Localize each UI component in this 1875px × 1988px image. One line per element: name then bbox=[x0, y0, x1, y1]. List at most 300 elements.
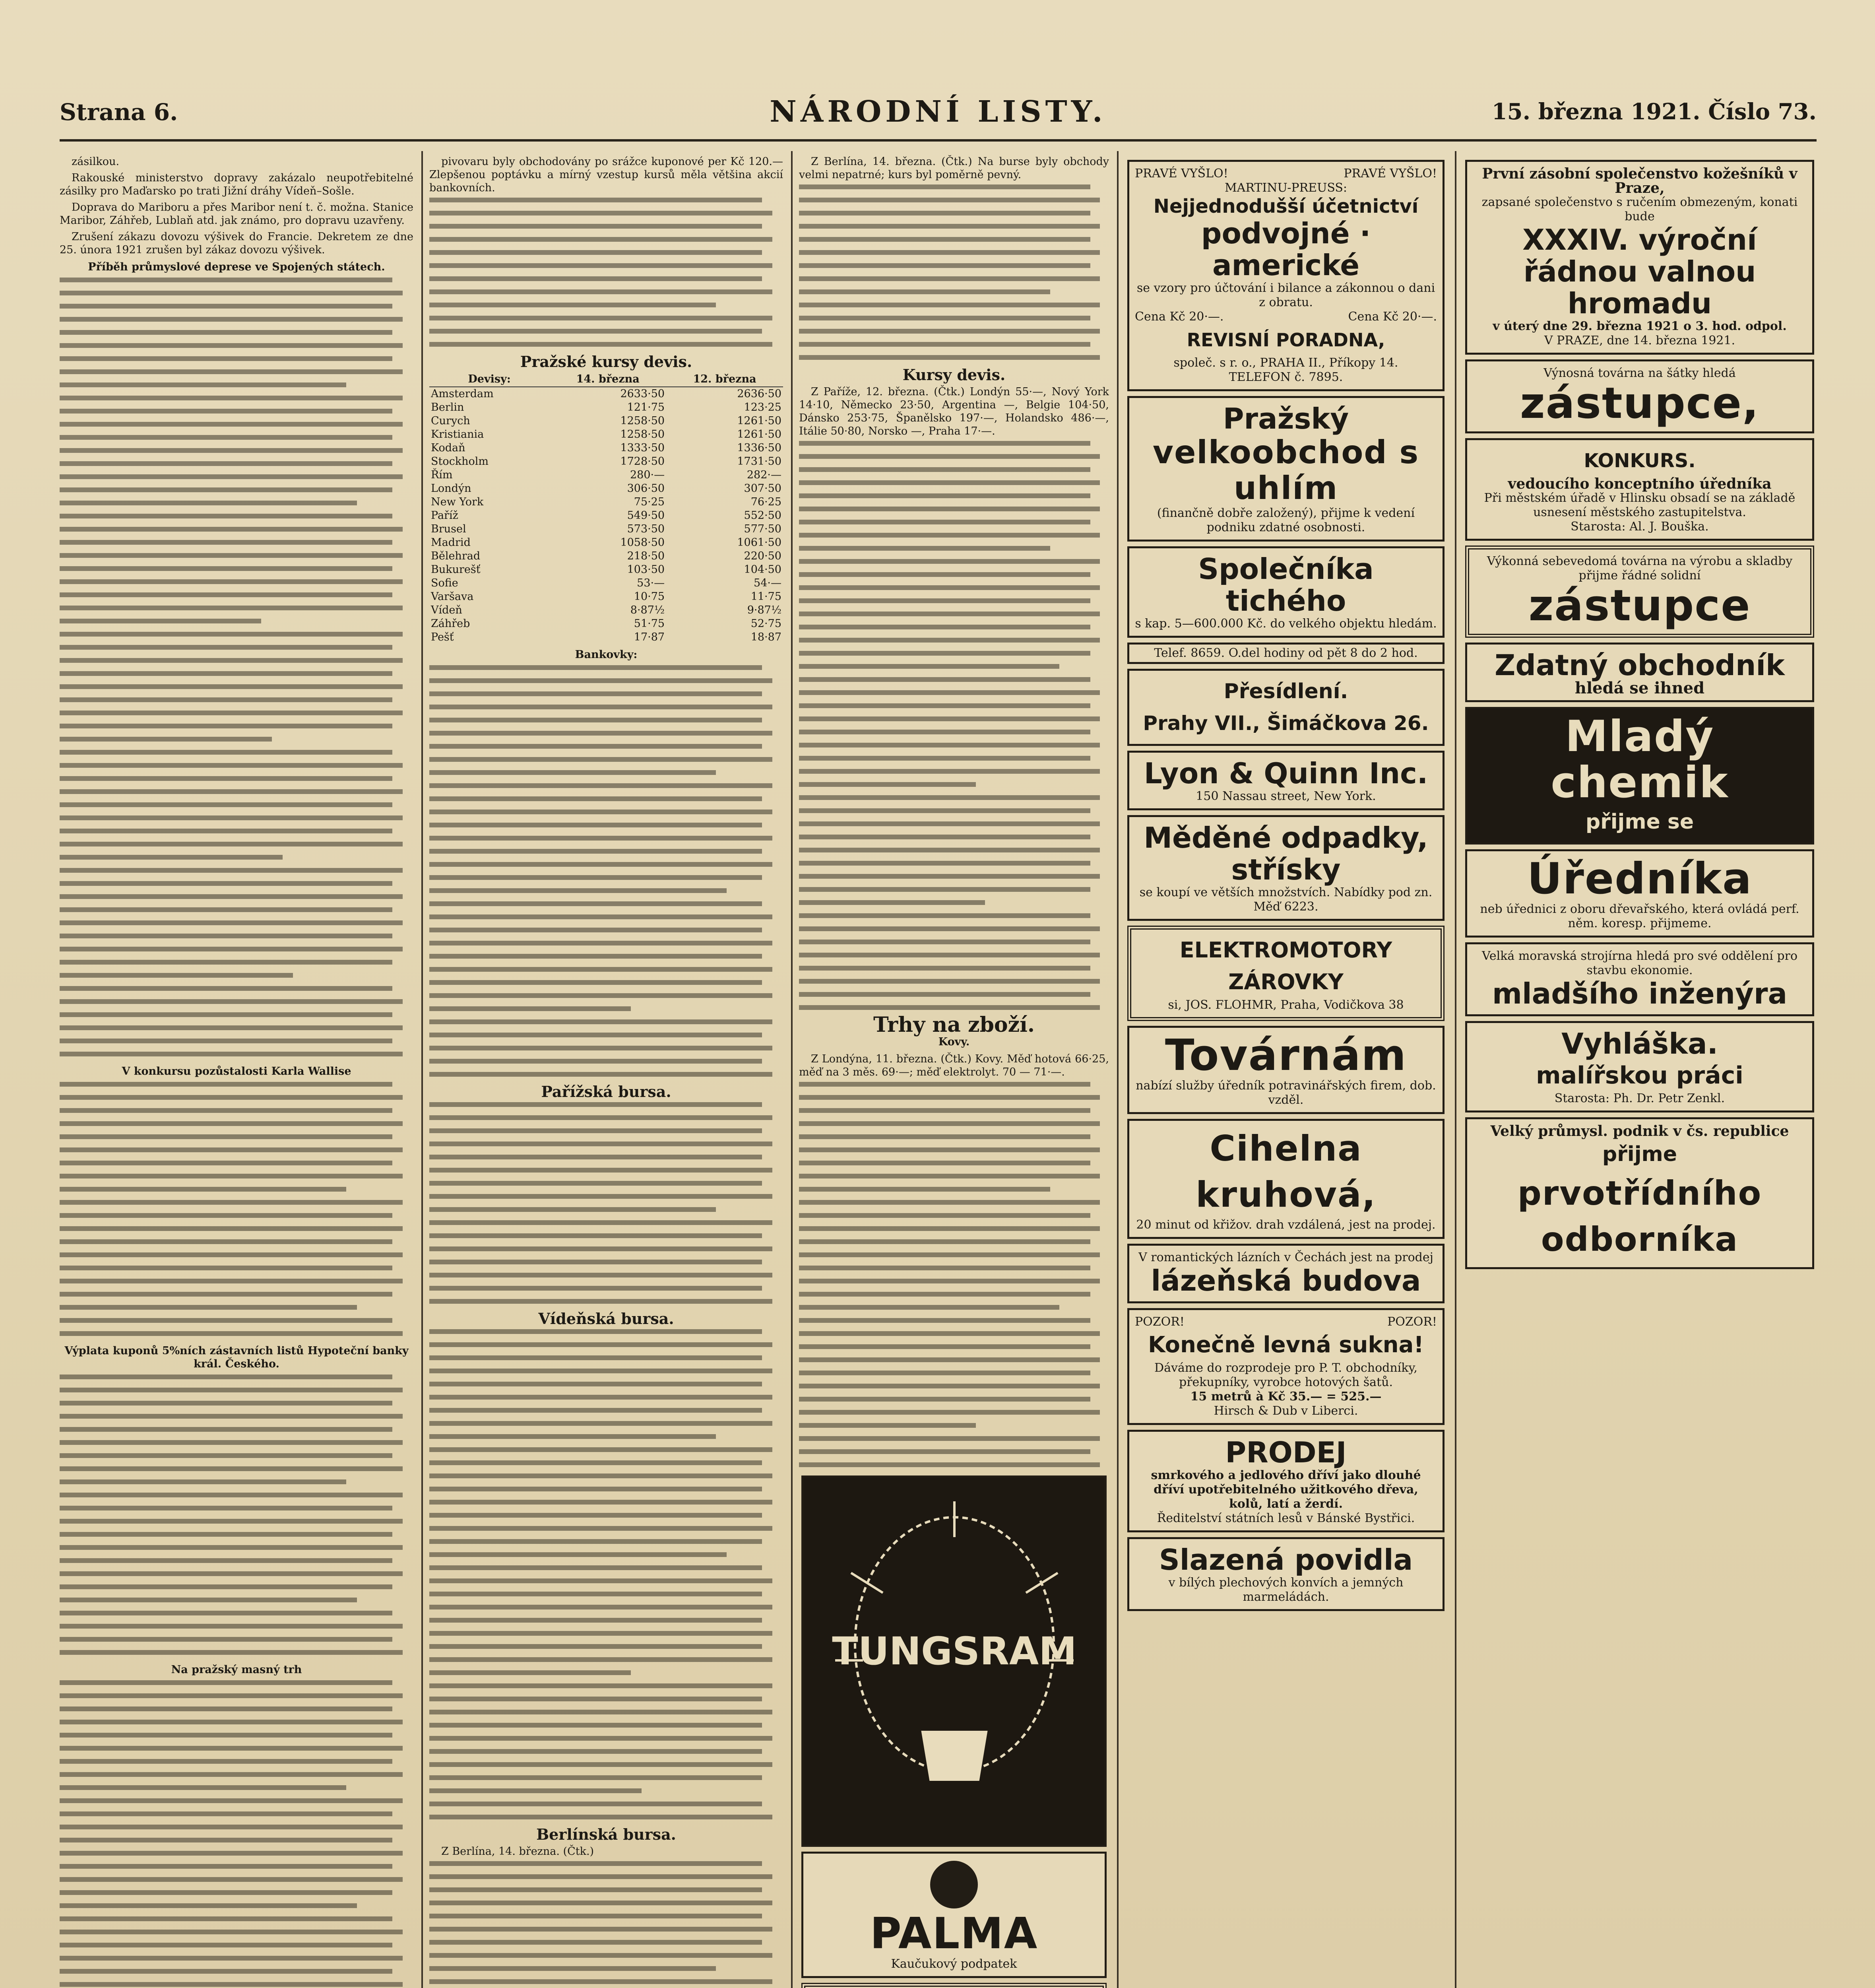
ad-text: Při městském úřadě v Hlinsku obsadí se na základě usnesení městského zastupitelstva. bbox=[1484, 491, 1796, 519]
text-line bbox=[60, 1798, 403, 1803]
text-line bbox=[429, 928, 762, 932]
text-line bbox=[60, 711, 403, 715]
text-line bbox=[429, 1683, 772, 1688]
ad-phone: TELEFON č. 7895. bbox=[1229, 370, 1343, 384]
ad-author: MARTINU-PREUSS: bbox=[1224, 181, 1348, 195]
article-body bbox=[429, 1861, 783, 1988]
text-line bbox=[799, 677, 1090, 682]
text-line bbox=[60, 1388, 403, 1392]
text-line bbox=[60, 697, 392, 702]
text-line bbox=[429, 875, 762, 880]
text-line bbox=[60, 1558, 392, 1563]
text-line bbox=[60, 1414, 403, 1419]
chemik-ad bbox=[1465, 707, 1814, 845]
text-line bbox=[60, 1811, 392, 1816]
ad-text: neb úřednici z oboru dřevařského, která ovládá perf. něm. koresp. přijmeme. bbox=[1480, 902, 1799, 930]
text-line bbox=[60, 1279, 403, 1283]
currency-cell: Záhřeb bbox=[431, 617, 470, 630]
tungsram-lamp-illustration bbox=[803, 1477, 1105, 1831]
ad-corner-label: PRAVÉ VYŠLO! bbox=[1344, 167, 1437, 181]
text-line bbox=[799, 572, 1090, 577]
text-line bbox=[429, 1815, 772, 1819]
text-line bbox=[60, 829, 392, 833]
text-line bbox=[799, 289, 1050, 294]
text-line bbox=[799, 1305, 1059, 1310]
text-line bbox=[429, 862, 772, 867]
text-line bbox=[429, 1578, 772, 1583]
article-paragraph: zásilkou. bbox=[72, 155, 120, 168]
text-line bbox=[799, 533, 1100, 538]
text-line bbox=[429, 237, 772, 242]
text-line bbox=[60, 1121, 403, 1126]
text-line bbox=[799, 1239, 1090, 1244]
ad-text: smrkového a jedlového dříví jako dlouhé dříví upotřebitelného užitkového dřeva, kolů, latí a žerdí. bbox=[1151, 1468, 1421, 1511]
ad-text: Výkonná sebevedomá továrna na výrobu a skladby přijme řádné solidní bbox=[1487, 554, 1793, 582]
rate-cell: 220·50 bbox=[744, 550, 781, 562]
rate-cell: 1061·50 bbox=[737, 536, 781, 549]
text-line bbox=[60, 1851, 403, 1856]
text-line bbox=[429, 1487, 762, 1491]
ad-headline: Měděné odpadky, střísky bbox=[1144, 821, 1428, 886]
text-line bbox=[429, 718, 762, 722]
text-line bbox=[429, 1861, 762, 1866]
currency-cell: Londýn bbox=[431, 482, 471, 495]
rate-cell: 1261·50 bbox=[737, 428, 781, 441]
text-line bbox=[429, 770, 716, 775]
text-line bbox=[799, 1344, 1090, 1349]
text-line bbox=[799, 690, 1100, 695]
text-line bbox=[799, 1213, 1090, 1218]
text-line bbox=[60, 461, 392, 466]
text-line bbox=[429, 1592, 762, 1596]
text-line bbox=[799, 966, 1090, 971]
text-line bbox=[429, 1953, 772, 1958]
table-header: 14. března bbox=[549, 372, 666, 387]
currency-cell: Amsterdam bbox=[431, 388, 494, 400]
ad-headline: zástupce, bbox=[1520, 379, 1760, 428]
text-line bbox=[799, 237, 1090, 242]
currency-cell: Kodaň bbox=[431, 442, 465, 454]
rate-cell: 552·50 bbox=[744, 509, 781, 522]
ad-title: Nejjednodušší účetnictví bbox=[1153, 195, 1419, 217]
ad-text: nabízí služby úředník potravinářských firem, dob. vzděl. bbox=[1136, 1079, 1436, 1107]
text-line bbox=[60, 1890, 392, 1895]
rate-cell: 1728·50 bbox=[620, 455, 665, 468]
rate-cell: 18·87 bbox=[750, 631, 781, 643]
text-line bbox=[60, 645, 392, 650]
text-line bbox=[60, 1292, 392, 1297]
text-line bbox=[429, 1631, 772, 1636]
odbornik-ad bbox=[1465, 1117, 1814, 1269]
text-line bbox=[799, 651, 1090, 656]
text-line bbox=[799, 913, 1090, 918]
text-line bbox=[60, 291, 403, 295]
text-line bbox=[799, 1174, 1100, 1178]
text-line bbox=[429, 198, 762, 202]
table-row bbox=[429, 563, 783, 577]
ad-address: společ. s r. o., PRAHA II., Příkopy 14. bbox=[1173, 356, 1398, 370]
text-line bbox=[429, 1128, 762, 1133]
sukna-ad bbox=[1127, 1308, 1445, 1425]
text-line bbox=[429, 1369, 772, 1373]
text-line bbox=[60, 1134, 392, 1139]
currency-cell: Sofie bbox=[431, 577, 458, 589]
text-line bbox=[429, 1565, 762, 1570]
text-line bbox=[429, 1220, 772, 1225]
text-line bbox=[429, 757, 772, 762]
text-line bbox=[60, 1401, 392, 1406]
text-line bbox=[60, 1598, 357, 1602]
text-line bbox=[60, 1331, 403, 1336]
rate-cell: 1258·50 bbox=[620, 428, 665, 441]
table-row bbox=[429, 590, 783, 604]
text-line bbox=[429, 1286, 762, 1291]
palma-title: PALMA bbox=[870, 1909, 1038, 1959]
text-line bbox=[429, 731, 772, 736]
text-line bbox=[799, 546, 1050, 551]
text-line bbox=[799, 1161, 1090, 1165]
text-line bbox=[429, 980, 762, 985]
rate-cell: 51·75 bbox=[634, 617, 665, 630]
ad-sign: Starosta: Ph. Dr. Petr Zenkl. bbox=[1554, 1091, 1725, 1105]
text-line bbox=[799, 979, 1100, 984]
text-line bbox=[60, 1785, 346, 1790]
text-line bbox=[799, 926, 1100, 931]
text-line bbox=[60, 1479, 346, 1484]
rate-cell: 1261·50 bbox=[737, 415, 781, 427]
text-line bbox=[60, 448, 403, 453]
palma-subtitle: Kaučukový podpatek bbox=[891, 1957, 1017, 1971]
text-line bbox=[429, 665, 762, 670]
text-line bbox=[60, 540, 392, 545]
ordinace-ad bbox=[1127, 643, 1445, 664]
table-row bbox=[429, 455, 783, 468]
palm-logo-icon bbox=[930, 1861, 978, 1908]
konkurs-ad bbox=[1465, 438, 1814, 541]
ad-text: zapsané společenstvo s ručením obmezeným, konati bude bbox=[1481, 195, 1798, 223]
text-line bbox=[60, 382, 346, 387]
cihelna-ad bbox=[1127, 1119, 1445, 1239]
ad-title: První zásobní společenstvo kožešníků v Praze, bbox=[1482, 165, 1797, 196]
text-line bbox=[60, 920, 403, 925]
ucetnictvi-ad bbox=[1127, 160, 1445, 391]
text-line bbox=[60, 1746, 403, 1751]
text-line bbox=[799, 184, 1090, 189]
text-line bbox=[799, 848, 1100, 852]
rate-cell: 1731·50 bbox=[737, 455, 781, 468]
text-line bbox=[60, 842, 403, 846]
text-line bbox=[429, 224, 762, 229]
text-line bbox=[799, 1318, 1090, 1323]
text-line bbox=[429, 250, 762, 255]
text-line bbox=[799, 756, 1090, 761]
table-row bbox=[429, 631, 783, 644]
text-line bbox=[799, 874, 1100, 879]
table-row bbox=[429, 414, 783, 428]
text-line bbox=[60, 1706, 392, 1711]
text-line bbox=[429, 303, 716, 307]
text-line bbox=[799, 441, 1090, 446]
text-line bbox=[799, 1423, 976, 1428]
tovarnam-ad bbox=[1127, 1026, 1445, 1114]
lazne-ad bbox=[1127, 1244, 1445, 1303]
article-paragraph: Z Londýna, 11. března. (Čtk.) Kovy. Měď hotová 66·25, měď na 3 měs. 69·—; měď elektrolyt. 70 — 71·—. bbox=[799, 1053, 1109, 1078]
ad-text: si, JOS. FLOHMR, Praha, Vodičkova 38 bbox=[1168, 998, 1404, 1012]
ad-price: Cena Kč 20·—. bbox=[1348, 310, 1437, 324]
text-line bbox=[429, 329, 762, 334]
column-rule bbox=[1455, 151, 1456, 1988]
text-line bbox=[60, 1427, 392, 1432]
text-line bbox=[429, 810, 772, 814]
ad-firm: Ředitelství státních lesů v Bánské Bystřici. bbox=[1157, 1511, 1415, 1525]
currency-cell: Kristiania bbox=[431, 428, 484, 441]
text-line bbox=[799, 1266, 1090, 1270]
text-line bbox=[799, 263, 1090, 268]
text-line bbox=[799, 520, 1090, 524]
text-line bbox=[799, 559, 1100, 564]
ad-text: se vzory pro účtování i bilance a zákonnou o dani z obratu. bbox=[1136, 281, 1435, 309]
text-line bbox=[429, 1168, 772, 1173]
table-row bbox=[429, 495, 783, 509]
ad-text: Výnosná továrna na šátky hledá bbox=[1543, 366, 1736, 380]
newspaper-title: NÁRODNÍ LISTY. bbox=[770, 95, 1107, 129]
text-line bbox=[799, 355, 1100, 360]
text-line bbox=[429, 1605, 772, 1609]
ad-title: Přesídlení. bbox=[1224, 679, 1348, 703]
text-line bbox=[60, 1161, 392, 1165]
issue-date: 15. března 1921. Číslo 73. bbox=[1491, 99, 1817, 125]
elektromotory-ad bbox=[1127, 926, 1445, 1021]
text-line bbox=[429, 1059, 762, 1064]
table-row bbox=[429, 428, 783, 441]
ad-headline: Lyon & Quinn Inc. bbox=[1144, 757, 1428, 790]
text-line bbox=[60, 934, 392, 938]
text-line bbox=[799, 316, 1090, 320]
rate-cell: 104·50 bbox=[744, 563, 781, 576]
rate-cell: 218·50 bbox=[627, 550, 665, 562]
ad-headline: Mladý chemik bbox=[1551, 712, 1729, 808]
zastupce-sateky-ad bbox=[1465, 359, 1814, 433]
text-line bbox=[60, 514, 392, 518]
column-5 bbox=[1463, 155, 1817, 1988]
text-line bbox=[799, 1331, 1100, 1336]
text-line bbox=[60, 1864, 392, 1869]
text-line bbox=[799, 211, 1090, 215]
article-body bbox=[60, 1082, 413, 1336]
text-line bbox=[60, 1082, 392, 1087]
tungsram-ad bbox=[801, 1475, 1107, 1847]
text-line bbox=[799, 1226, 1100, 1231]
text-line bbox=[60, 1440, 403, 1445]
text-line bbox=[429, 1775, 762, 1780]
ad-title: Vyhláška. bbox=[1561, 1027, 1718, 1060]
text-line bbox=[429, 678, 772, 683]
text-line bbox=[429, 1355, 762, 1360]
text-line bbox=[799, 743, 1100, 747]
text-line bbox=[799, 1005, 1100, 1010]
ad-headline: lázeňská budova bbox=[1151, 1264, 1421, 1297]
ad-headline: podvojné · americké bbox=[1201, 217, 1371, 282]
text-line bbox=[799, 808, 1090, 813]
text-line bbox=[429, 1273, 772, 1277]
text-line bbox=[429, 836, 772, 841]
text-line bbox=[799, 1147, 1100, 1152]
text-line bbox=[799, 1371, 1090, 1375]
text-line bbox=[799, 480, 1100, 485]
text-line bbox=[799, 612, 1100, 616]
text-line bbox=[799, 198, 1100, 202]
text-line bbox=[429, 744, 762, 749]
article-paragraph: Z Paříže, 12. března. (Čtk.) Londýn 55·—, Nový York 14·10, Německo 23·50, Argentina —, Belgie 104·50, Dánsko 253·75, Španělsko 197·—, Holandsko 486·—, Itálie 50·80, Norsko —, Praha 17·—. bbox=[799, 386, 1109, 437]
uhli-ad bbox=[1127, 396, 1445, 542]
article-body bbox=[799, 1082, 1109, 1467]
text-line bbox=[60, 1052, 403, 1056]
currency-cell: Varšava bbox=[431, 590, 474, 603]
table-row bbox=[429, 522, 783, 536]
ad-headline: Prahy VII., Šimáčkova 26. bbox=[1143, 712, 1429, 735]
article-heading: Na pražský masný trh bbox=[171, 1664, 302, 1676]
table-row bbox=[429, 617, 783, 631]
ad-subtitle: přijme bbox=[1602, 1142, 1677, 1166]
text-line bbox=[60, 1108, 392, 1113]
ad-text: v bílých plechových konvích a jemných marmeládách. bbox=[1168, 1576, 1404, 1604]
currency-cell: Madrid bbox=[431, 536, 471, 549]
text-line bbox=[429, 1046, 772, 1050]
text-line bbox=[60, 1982, 403, 1987]
text-line bbox=[60, 763, 403, 768]
text-line bbox=[60, 1693, 403, 1698]
text-line bbox=[429, 1539, 762, 1544]
page-header bbox=[60, 91, 1817, 142]
text-line bbox=[60, 632, 403, 637]
ad-headline: Slazená povidla bbox=[1159, 1543, 1413, 1576]
rate-cell: 8·87½ bbox=[630, 604, 665, 616]
rate-cell: 76·25 bbox=[750, 496, 781, 508]
section-title: Trhy na zboží. bbox=[873, 1013, 1035, 1037]
rate-cell: 52·75 bbox=[750, 617, 781, 630]
text-line bbox=[60, 435, 392, 440]
text-line bbox=[429, 783, 772, 788]
povidla-ad bbox=[1127, 1537, 1445, 1611]
text-line bbox=[60, 1466, 403, 1471]
table-subtitle: Bankovky: bbox=[575, 648, 638, 661]
ad-headline: mladšího inženýra bbox=[1492, 977, 1788, 1010]
text-line bbox=[799, 835, 1090, 839]
text-line bbox=[60, 960, 392, 965]
odpadky-ad bbox=[1127, 815, 1445, 921]
ad-headline: Společníka tichého bbox=[1198, 552, 1374, 617]
table-row bbox=[429, 468, 783, 482]
text-line bbox=[799, 795, 1100, 800]
text-line bbox=[429, 1142, 772, 1146]
text-line bbox=[429, 796, 762, 801]
text-line bbox=[60, 1545, 403, 1550]
text-line bbox=[60, 1239, 392, 1244]
rate-cell: 54·— bbox=[754, 577, 781, 589]
ad-title: V romantických lázních v Čechách jest na prodej bbox=[1138, 1250, 1433, 1264]
text-line bbox=[799, 507, 1100, 511]
rate-cell: 307·50 bbox=[744, 482, 781, 495]
text-line bbox=[60, 1903, 357, 1908]
currency-cell: Bukurešť bbox=[431, 563, 481, 576]
text-line bbox=[799, 598, 1090, 603]
text-line bbox=[429, 993, 772, 998]
currency-cell: Pešť bbox=[431, 631, 454, 643]
ad-subtitle: přijme se bbox=[1585, 810, 1694, 834]
rate-cell: 280·— bbox=[630, 469, 665, 481]
currency-cell: New York bbox=[431, 496, 484, 508]
text-line bbox=[60, 999, 403, 1004]
column-rule bbox=[421, 151, 423, 1988]
text-line bbox=[429, 1181, 762, 1186]
article-body bbox=[60, 1375, 413, 1655]
currency-cell: Brusel bbox=[431, 523, 466, 535]
text-line bbox=[429, 1723, 762, 1728]
text-line bbox=[60, 330, 392, 335]
column-rule bbox=[1117, 151, 1119, 1988]
table-header: 12. března bbox=[666, 372, 783, 387]
rate-cell: 573·50 bbox=[627, 523, 665, 535]
text-line bbox=[429, 1299, 772, 1304]
text-line bbox=[429, 1552, 727, 1557]
text-line bbox=[60, 776, 392, 781]
text-line bbox=[60, 1095, 403, 1100]
text-line bbox=[429, 967, 772, 972]
rate-cell: 53·— bbox=[637, 577, 665, 589]
text-line bbox=[799, 716, 1100, 721]
text-line bbox=[429, 1513, 762, 1518]
text-line bbox=[429, 1940, 762, 1945]
ad-firm: Hirsch & Dub v Liberci. bbox=[1214, 1404, 1358, 1418]
text-line bbox=[60, 907, 392, 912]
text-line bbox=[60, 317, 403, 322]
ad-headline: zástupce bbox=[1528, 581, 1751, 631]
currency-cell: Paříž bbox=[431, 509, 458, 522]
article-paragraph: Rakouské ministerstvo dopravy zakázalo neupotřebitelné zásilky pro Maďarsko po trati Jižní dráhy Vídeň–Sošle. bbox=[60, 172, 413, 197]
text-line bbox=[60, 501, 357, 505]
ad-text: (finančně dobře založený), přijme k vedení podniku zdatné osobnosti. bbox=[1157, 506, 1415, 534]
text-line bbox=[799, 250, 1100, 255]
text-line bbox=[60, 1453, 392, 1458]
table-row bbox=[429, 577, 783, 590]
text-line bbox=[429, 1421, 772, 1426]
ad-corner-label: POZOR! bbox=[1135, 1315, 1185, 1329]
text-line bbox=[429, 276, 762, 281]
textil-ad bbox=[801, 1983, 1107, 1988]
text-line bbox=[60, 396, 403, 400]
text-line bbox=[60, 1532, 392, 1537]
obchodnik-ad bbox=[1465, 643, 1814, 702]
text-line bbox=[60, 606, 403, 610]
article-paragraph: Zrušení zákazu dovozu výšivek do Francie. Dekretem ze dne 25. února 1921 zrušen byl zákaz dovozu výšivek. bbox=[60, 231, 413, 256]
kozesnici-ad bbox=[1465, 160, 1814, 355]
text-line bbox=[799, 329, 1100, 334]
section-title: Pařížská bursa. bbox=[541, 1083, 671, 1101]
rate-cell: 549·50 bbox=[627, 509, 665, 522]
palma-ad bbox=[801, 1852, 1107, 1978]
text-line bbox=[429, 1434, 716, 1439]
text-line bbox=[429, 1006, 631, 1011]
currency-cell: Curych bbox=[431, 415, 470, 427]
text-line bbox=[60, 947, 403, 951]
text-line bbox=[60, 356, 392, 361]
text-line bbox=[60, 1187, 346, 1192]
column-1 bbox=[60, 155, 413, 1988]
text-line bbox=[799, 276, 1100, 281]
text-line bbox=[60, 1877, 403, 1882]
text-line bbox=[60, 815, 403, 820]
spolecnik-ad bbox=[1127, 546, 1445, 638]
